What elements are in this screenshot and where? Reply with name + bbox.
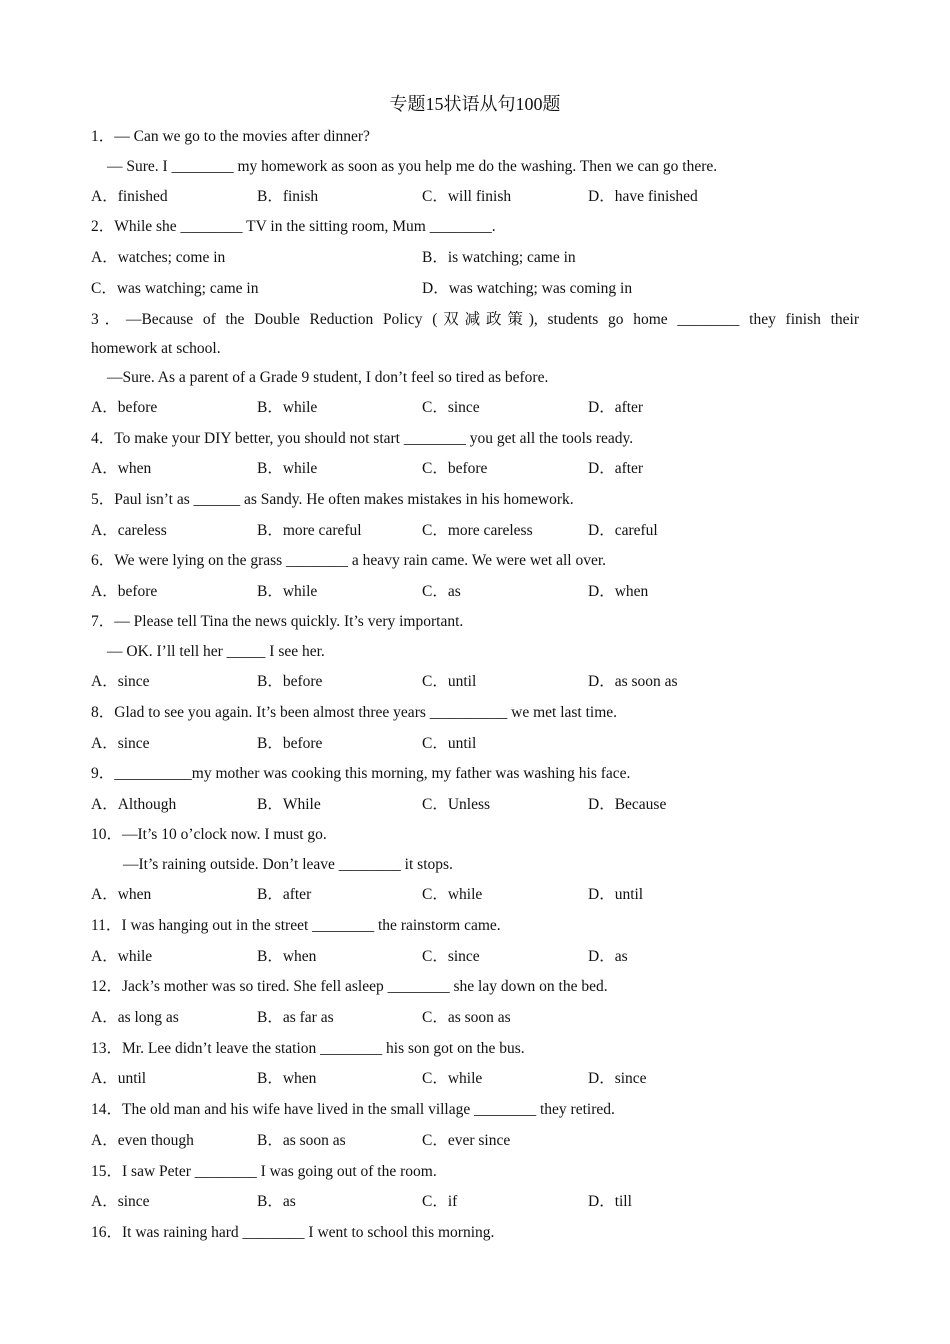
question-13-options xyxy=(91,1067,859,1091)
option-c[interactable]: C．was watching; came in xyxy=(91,280,259,297)
option-b[interactable]: B．while xyxy=(257,460,318,477)
option-b[interactable]: B．more careful xyxy=(257,522,362,539)
option-c[interactable]: C．until xyxy=(422,673,477,690)
option-a[interactable]: A．since xyxy=(91,1193,150,1210)
question-8-stem xyxy=(91,701,859,725)
option-c[interactable]: C．if xyxy=(422,1193,458,1210)
option-c[interactable]: C．until xyxy=(422,735,477,752)
question-8-options xyxy=(91,732,859,756)
option-b[interactable]: B．when xyxy=(257,948,317,965)
question-2-stem xyxy=(91,215,859,239)
question-6-stem xyxy=(91,549,859,573)
question-text: The old man and his wife have lived in the small village ________ they retired. xyxy=(122,1101,615,1118)
option-d[interactable]: D．as xyxy=(588,948,628,965)
question-number: 9． xyxy=(91,765,115,782)
option-d[interactable]: D．until xyxy=(588,886,644,903)
question-text: To make your DIY better, you should not start ________ you get all the tools ready. xyxy=(114,430,634,447)
question-5-options xyxy=(91,519,859,543)
question-11-stem xyxy=(91,914,859,938)
option-b[interactable]: B．as soon as xyxy=(257,1132,346,1149)
question-number: 3． xyxy=(91,311,126,328)
option-a[interactable]: A．since xyxy=(91,673,150,690)
option-a[interactable]: A．before xyxy=(91,399,158,416)
question-15-stem xyxy=(91,1160,859,1184)
option-a[interactable]: A．watches; come in xyxy=(91,249,226,266)
question-number: 13． xyxy=(91,1040,123,1057)
question-number: 16． xyxy=(91,1224,123,1241)
question-7-stem xyxy=(91,610,859,634)
option-c[interactable]: C．more careless xyxy=(422,522,533,539)
question-10-stem xyxy=(91,823,859,847)
question-number: 1． xyxy=(91,128,115,145)
option-d[interactable]: D．after xyxy=(588,399,644,416)
option-b[interactable]: B．while xyxy=(257,583,318,600)
option-b[interactable]: B．when xyxy=(257,1070,317,1087)
option-a[interactable]: A．Although xyxy=(91,796,177,813)
option-b[interactable]: B．is watching; came in xyxy=(422,249,576,266)
question-text: __________my mother was cooking this morning, my father was washing his face. xyxy=(114,765,631,782)
question-text: — Can we go to the movies after dinner? xyxy=(114,128,370,145)
option-b[interactable]: B．While xyxy=(257,796,321,813)
option-c[interactable]: C．before xyxy=(422,460,488,477)
question-1-stem xyxy=(91,125,859,149)
question-text: It was raining hard ________ I went to school this morning. xyxy=(122,1224,495,1241)
question-3-line-3: —Sure. As a parent of a Grade 9 student, I don’t feel so tired as before. xyxy=(107,369,549,386)
question-number: 4． xyxy=(91,430,115,447)
question-text: Mr. Lee didn’t leave the station ________ his son got on the bus. xyxy=(122,1040,525,1057)
option-a[interactable]: A．careless xyxy=(91,522,167,539)
option-a[interactable]: A．before xyxy=(91,583,158,600)
option-c[interactable]: C．as xyxy=(422,583,461,600)
question-3-stem xyxy=(91,308,859,332)
option-c[interactable]: C．since xyxy=(422,399,480,416)
question-14-options xyxy=(91,1129,859,1153)
option-a[interactable]: A．as long as xyxy=(91,1009,179,1026)
question-number: 6． xyxy=(91,552,115,569)
question-9-stem xyxy=(91,762,859,786)
question-text: Glad to see you again. It’s been almost three years __________ we met last time. xyxy=(114,704,618,721)
option-a[interactable]: A．until xyxy=(91,1070,147,1087)
question-number: 10． xyxy=(91,826,123,843)
question-10-options xyxy=(91,883,859,907)
option-c[interactable]: C．while xyxy=(422,886,483,903)
option-a[interactable]: A．since xyxy=(91,735,150,752)
question-13-stem xyxy=(91,1037,859,1061)
option-b[interactable]: B．after xyxy=(257,886,312,903)
option-a[interactable]: A．when xyxy=(91,886,152,903)
question-number: 5． xyxy=(91,491,115,508)
option-b[interactable]: B．as xyxy=(257,1193,296,1210)
option-d[interactable]: D．as soon as xyxy=(588,673,678,690)
question-text: I was hanging out in the street ________ the rainstorm came. xyxy=(121,917,501,934)
question-7-options xyxy=(91,670,859,694)
question-3-line-2: homework at school. xyxy=(91,340,221,357)
question-number: 2． xyxy=(91,218,115,235)
question-16-stem xyxy=(91,1221,859,1245)
option-d[interactable]: D．since xyxy=(588,1070,647,1087)
option-b[interactable]: B．finish xyxy=(257,188,319,205)
question-12-stem xyxy=(91,975,859,999)
option-b[interactable]: B．before xyxy=(257,673,323,690)
question-number: 8． xyxy=(91,704,115,721)
question-1-options xyxy=(91,185,859,209)
option-c[interactable]: C．as soon as xyxy=(422,1009,511,1026)
option-d[interactable]: D．after xyxy=(588,460,644,477)
question-number: 15． xyxy=(91,1163,123,1180)
question-3-options xyxy=(91,396,859,420)
option-c[interactable]: C．Unless xyxy=(422,796,491,813)
option-d[interactable]: D．was watching; was coming in xyxy=(422,280,633,297)
question-9-options xyxy=(91,793,859,817)
question-number: 12． xyxy=(91,978,123,995)
option-a[interactable]: A．finished xyxy=(91,188,168,205)
question-10-line-2: —It’s raining outside. Don’t leave ________ it stops. xyxy=(123,856,453,873)
question-text: We were lying on the grass ________ a heavy rain came. We were wet all over. xyxy=(114,552,607,569)
question-text: While she ________ TV in the sitting room, Mum ________. xyxy=(114,218,496,235)
question-4-stem xyxy=(91,427,859,451)
option-d[interactable]: D．have finished xyxy=(588,188,698,205)
option-c[interactable]: C．since xyxy=(422,948,480,965)
question-text: Jack’s mother was so tired. She fell asleep ________ she lay down on the bed. xyxy=(122,978,608,995)
option-d[interactable]: D．till xyxy=(588,1193,632,1210)
question-15-options xyxy=(91,1190,859,1214)
question-number: 11． xyxy=(91,917,122,934)
question-text: Paul isn’t as ______ as Sandy. He often makes mistakes in his homework. xyxy=(114,491,574,508)
question-6-options xyxy=(91,580,859,604)
question-2-options-row-1 xyxy=(91,246,859,270)
option-d[interactable]: D．Because xyxy=(588,796,667,813)
question-1-line-2: — Sure. I ________ my homework as soon as you help me do the washing. Then we can go there. xyxy=(107,158,718,175)
question-number: 7． xyxy=(91,613,115,630)
question-text: I saw Peter ________ I was going out of the room. xyxy=(122,1163,437,1180)
page-title: 专题15状语从句100题 xyxy=(389,94,561,114)
option-c[interactable]: C．will finish xyxy=(422,188,512,205)
question-5-stem xyxy=(91,488,859,512)
question-2-options-row-2 xyxy=(91,277,859,301)
option-a[interactable]: A．even though xyxy=(91,1132,194,1149)
option-d[interactable]: D．careful xyxy=(588,522,658,539)
option-c[interactable]: C．while xyxy=(422,1070,483,1087)
option-b[interactable]: B．before xyxy=(257,735,323,752)
option-b[interactable]: B．as far as xyxy=(257,1009,334,1026)
question-text: — Please tell Tina the news quickly. It’s very important. xyxy=(114,613,464,630)
question-4-options xyxy=(91,457,859,481)
question-11-options xyxy=(91,945,859,969)
question-12-options xyxy=(91,1006,859,1030)
option-d[interactable]: D．when xyxy=(588,583,649,600)
question-14-stem xyxy=(91,1098,859,1122)
question-text: —It’s 10 o’clock now. I must go. xyxy=(122,826,327,843)
option-a[interactable]: A．while xyxy=(91,948,153,965)
option-b[interactable]: B．while xyxy=(257,399,318,416)
question-number: 14． xyxy=(91,1101,123,1118)
option-a[interactable]: A．when xyxy=(91,460,152,477)
question-text: —Because of the Double Reduction Policy (双减政策), students go home ________ they finish their xyxy=(125,311,859,328)
option-c[interactable]: C．ever since xyxy=(422,1132,511,1149)
question-7-line-2: — OK. I’ll tell her _____ I see her. xyxy=(107,643,325,660)
